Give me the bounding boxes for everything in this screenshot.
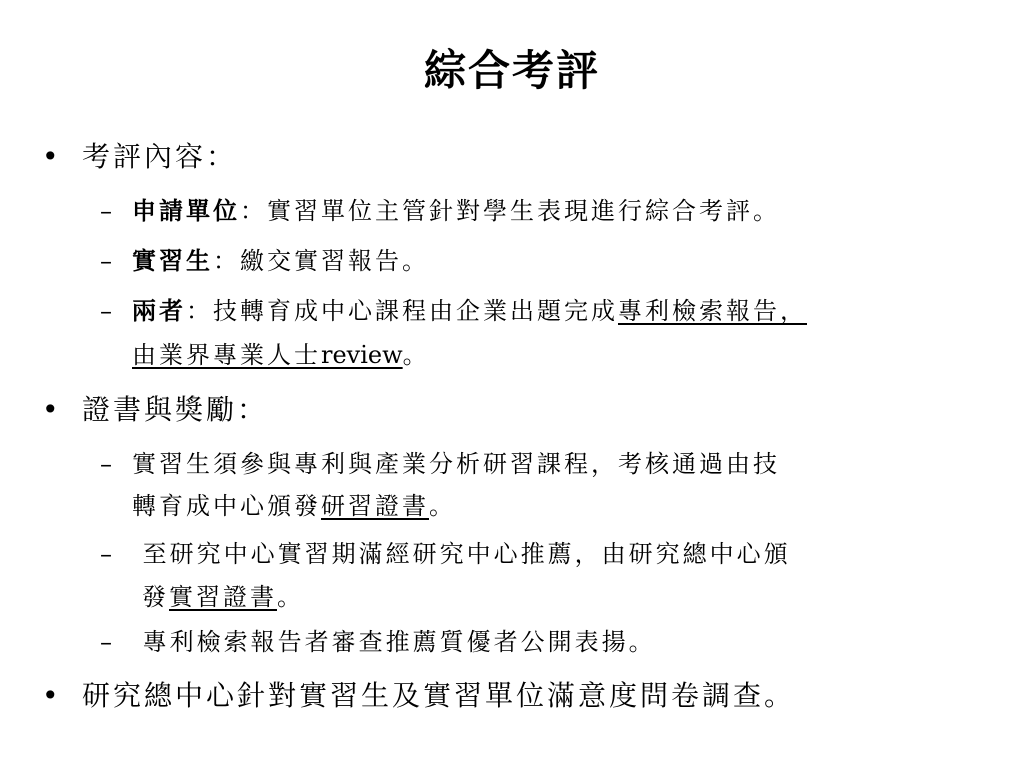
patent-report-underline: 專利檢索報告， [618, 297, 807, 325]
dash-marker: – [100, 540, 112, 568]
internship-text-line1: 至研究中心實習期滿經研究中心推薦，由研究總中心頒 [132, 540, 791, 568]
internship-text-line2: 發 [142, 583, 169, 611]
sub-item-workshop-continuation [132, 487, 456, 525]
bullet-evaluation-content [42, 137, 237, 177]
recognition-text: 專利檢索報告者審查推薦質優者公開表揚。 [132, 628, 656, 656]
sub-item-internship-certificate [100, 535, 791, 573]
workshop-text-line2: 轉育成中心頒發 [132, 492, 321, 520]
applicant-label: 申請單位 [132, 196, 240, 225]
industry-experts-underline: 由業界專業人士review [132, 341, 403, 369]
dash-marker: – [100, 247, 112, 275]
both-text: ：技轉育成中心課程由企業出題完成 [186, 297, 618, 325]
intern-text: ：繳交實習報告。 [213, 247, 429, 275]
both-label: 兩者 [132, 296, 186, 325]
workshop-end: 。 [429, 492, 456, 520]
dash-marker: – [100, 628, 112, 656]
sub-item-both [100, 292, 807, 330]
dash-marker: – [100, 197, 112, 225]
bullet-satisfaction-survey [42, 676, 795, 716]
bullet-marker: • [42, 393, 62, 426]
bullet-text: 考評內容： [82, 140, 238, 173]
sub-item-internship-continuation [142, 578, 304, 616]
bullet-marker: • [42, 679, 62, 712]
bullet-text: 研究總中心針對實習生及實習單位滿意度問卷調查。 [82, 679, 796, 712]
sub-item-both-continuation [132, 336, 430, 374]
sub-item-intern [100, 242, 429, 280]
bullet-certificates-rewards [42, 390, 268, 430]
dash-marker: – [100, 450, 112, 478]
sub-item-workshop-certificate [100, 445, 780, 483]
internship-end: 。 [277, 583, 304, 611]
sub-item-applicant [100, 192, 780, 230]
dash-marker: – [100, 297, 112, 325]
workshop-certificate-underline: 研習證書 [321, 492, 429, 520]
bullet-marker: • [42, 140, 62, 173]
applicant-text: ：實習單位主管針對學生表現進行綜合考評。 [240, 197, 780, 225]
internship-certificate-underline: 實習證書 [169, 583, 277, 611]
both-end: 。 [402, 341, 430, 369]
slide-title: 綜合考評 [423, 46, 600, 95]
bullet-text: 證書與獎勵： [82, 393, 269, 426]
workshop-text-line1: 實習生須參與專利與產業分析研習課程，考核通過由技 [132, 450, 780, 478]
intern-label: 實習生 [132, 246, 213, 275]
sub-item-public-recognition [100, 623, 656, 661]
